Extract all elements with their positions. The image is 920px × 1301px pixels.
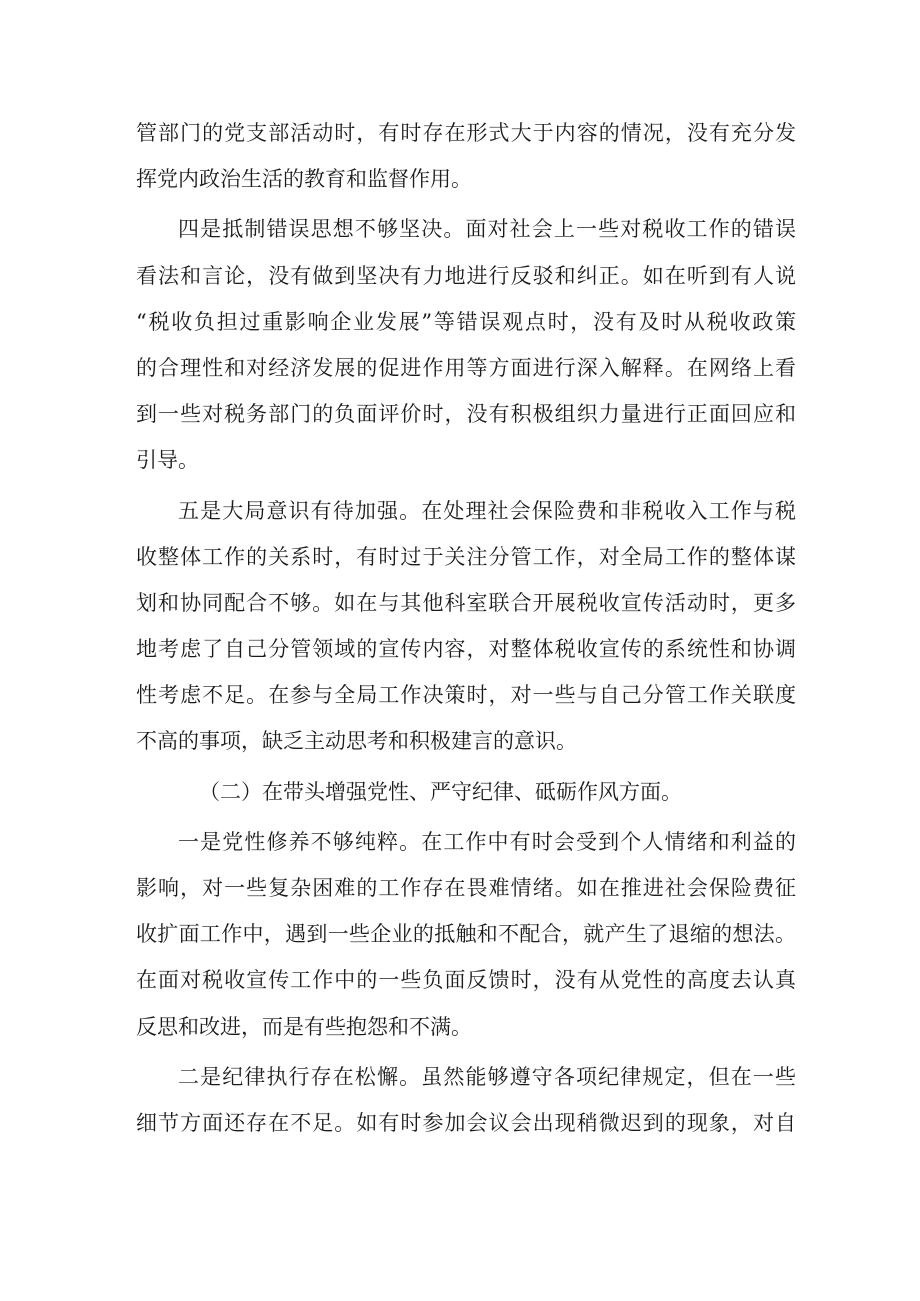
document-body bbox=[136, 110, 796, 1146]
paragraph-line: 五是大局意识有待加强。在处理社会保险费和非税收入工作与税 bbox=[178, 498, 796, 523]
paragraph-line: 细节方面还存在不足。如有时参加会议会出现稍微迟到的现象，对自 bbox=[136, 1110, 796, 1135]
paragraph-line: “税收负担过重影响企业发展”等错误观点时，没有及时从税收政策 bbox=[136, 309, 796, 334]
paragraph-line: 四是抵制错误思想不够坚决。面对社会上一些对税收工作的错误 bbox=[178, 217, 796, 242]
paragraph-line: 在面对税收宣传工作中的一些负面反馈时，没有从党性的高度去认真 bbox=[136, 968, 796, 993]
paragraph-line: 反思和改进，而是有些抱怨和不满。 bbox=[136, 1014, 472, 1039]
paragraph-line: 二是纪律执行存在松懈。虽然能够遵守各项纪律规定，但在一些 bbox=[178, 1064, 796, 1089]
paragraph-line: 的合理性和对经济发展的促进作用等方面进行深入解释。在网络上看 bbox=[136, 355, 796, 380]
paragraph-line: 收整体工作的关系时，有时过于关注分管工作，对全局工作的整体谋 bbox=[136, 544, 796, 569]
paragraph-line: 收扩面工作中，遇到一些企业的抵触和不配合，就产生了退缩的想法。 bbox=[136, 922, 796, 947]
paragraph-line: 性考虑不足。在参与全局工作决策时，对一些与自己分管工作关联度 bbox=[136, 683, 796, 708]
paragraph-line: 引导。 bbox=[136, 448, 199, 473]
paragraph-line: 影响，对一些复杂困难的工作存在畏难情绪。如在推进社会保险费征 bbox=[136, 876, 796, 900]
paragraph-line: 不高的事项，缺乏主动思考和积极建言的意识。 bbox=[136, 729, 577, 754]
paragraph-line: 管部门的党支部活动时，有时存在形式大于内容的情况，没有充分发 bbox=[136, 121, 796, 145]
paragraph-line: 一是党性修养不够纯粹。在工作中有时会受到个人情绪和利益的 bbox=[178, 829, 796, 854]
paragraph-line: 挥党内政治生活的教育和监督作用。 bbox=[136, 167, 472, 192]
paragraph-line: 划和协同配合不够。如在与其他科室联合开展税收宣传活动时，更多 bbox=[136, 590, 796, 615]
section-heading: （二）在带头增强党性、严守纪律、砥砺作风方面。 bbox=[199, 779, 682, 804]
paragraph-line: 地考虑了自己分管领域的宣传内容，对整体税收宣传的系统性和协调 bbox=[136, 637, 796, 662]
paragraph-line: 到一些对税务部门的负面评价时，没有积极组织力量进行正面回应和 bbox=[136, 402, 796, 427]
paragraph-line: 看法和言论，没有做到坚决有力地进行反驳和纠正。如在听到有人说 bbox=[136, 263, 796, 288]
